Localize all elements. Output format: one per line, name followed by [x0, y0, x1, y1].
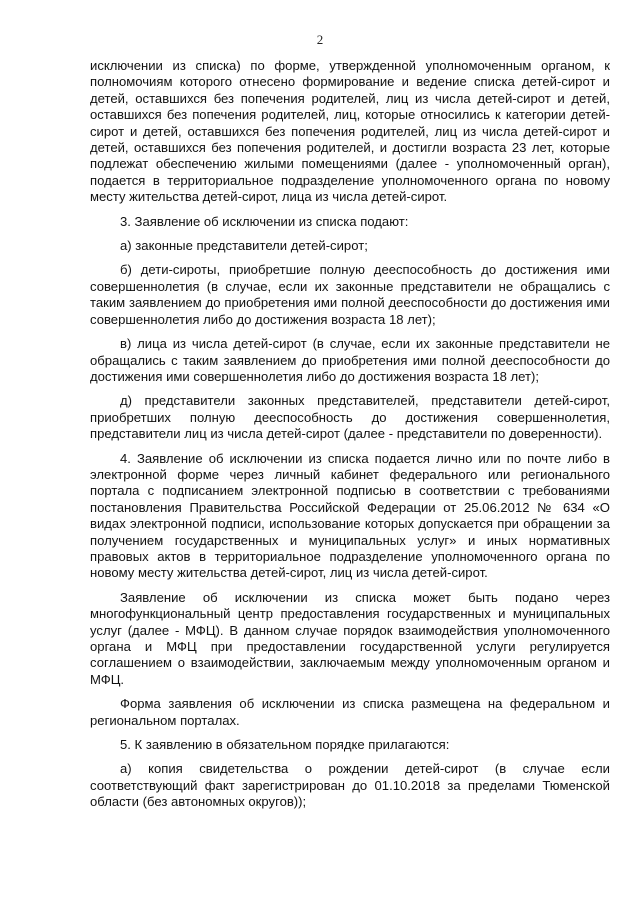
paragraph-form-location: Форма заявления об исключении из списка размещена на федеральном и региональном порталах. [90, 696, 610, 728]
paragraph-mfc: Заявление об исключении из списка может быть подано через многофункциональный центр предоставления государственных и муниципальных услуг (далее - МФЦ). В данном случае порядок взаимодействия уполномоченного органа и МФЦ при предоставлении государственной услуги регулируется соглашением о взаимодействии, заключаемым между уполномоченным органом и МФЦ. [90, 589, 610, 687]
paragraph-item-5: 5. К заявлению в обязательном порядке прилагаются: [120, 737, 450, 753]
paragraph-item-3: 3. Заявление об исключении из списка подают: [120, 213, 409, 229]
paragraph-subitem-a: а) законные представители детей-сирот; [120, 238, 368, 254]
document-body [90, 58, 610, 819]
paragraph-item-4: 4. Заявление об исключении из списка подается лично или по почте либо в электронной форме через личный кабинет федерального или регионального портала с подписанием электронной подписью в соответствии с требованиями постановления Правительства Российской Федерации от 25.06.2012 № 634 «О видах электронной подписи, использование которых допускается при обращении за получением государственных и муниципальных услуг» и иных нормативных правовых актов в территориальное подразделение уполномоченного органа по новому месту жительства детей-сирот, лиц из числа детей-сирот. [90, 450, 610, 581]
page-number: 2 [316, 32, 324, 47]
paragraph-subitem-b: б) дети-сироты, приобретшие полную дееспособность до достижения ими совершеннолетия (в случае, если их законные представители не обращались с таким заявлением до приобретения ими полной дееспособности до достижения ими совершеннолетия либо до достижения возраста 18 лет); [90, 262, 610, 327]
paragraph-subitem-v: в) лица из числа детей-сирот (в случае, если их законные представители не обращались с таким заявлением до приобретения ими полной дееспособности до достижения ими совершеннолетия либо до достижения возраста 18 лет); [90, 336, 610, 384]
paragraph-subitem-a-copy: а) копия свидетельства о рождении детей-сирот (в случае если соответствующий факт зарегистрирован до 01.10.2018 за пределами Тюменской области (без автономных округов)); [90, 761, 610, 810]
paragraph-subitem-d: д) представители законных представителей, представители детей-сирот, приобретших полную дееспособность до достижения совершеннолетия, представители лиц из числа детей-сирот (далее - представители по доверенности). [90, 393, 610, 442]
paragraph-continued: исключении из списка) по форме, утвержденной уполномоченным органом, к полномочиям которого отнесено формирование и ведение списка детей-сирот и детей, оставшихся без попечения родителей, лиц из числа детей-сирот и детей, оставшихся без попечения родителей, лиц, которые относились к категории детей-сирот и детей, оставшихся без попечения родителей, лиц из числа детей-сирот и детей, оставшихся без попечения родителей, и достигли возраста 23 лет, которые подлежат обеспечению жилыми помещениями (далее - уполномоченный орган), подается в территориальное подразделение уполномоченного органа по новому месту жительства детей-сирот, лица из числа детей-сирот. [90, 58, 610, 205]
